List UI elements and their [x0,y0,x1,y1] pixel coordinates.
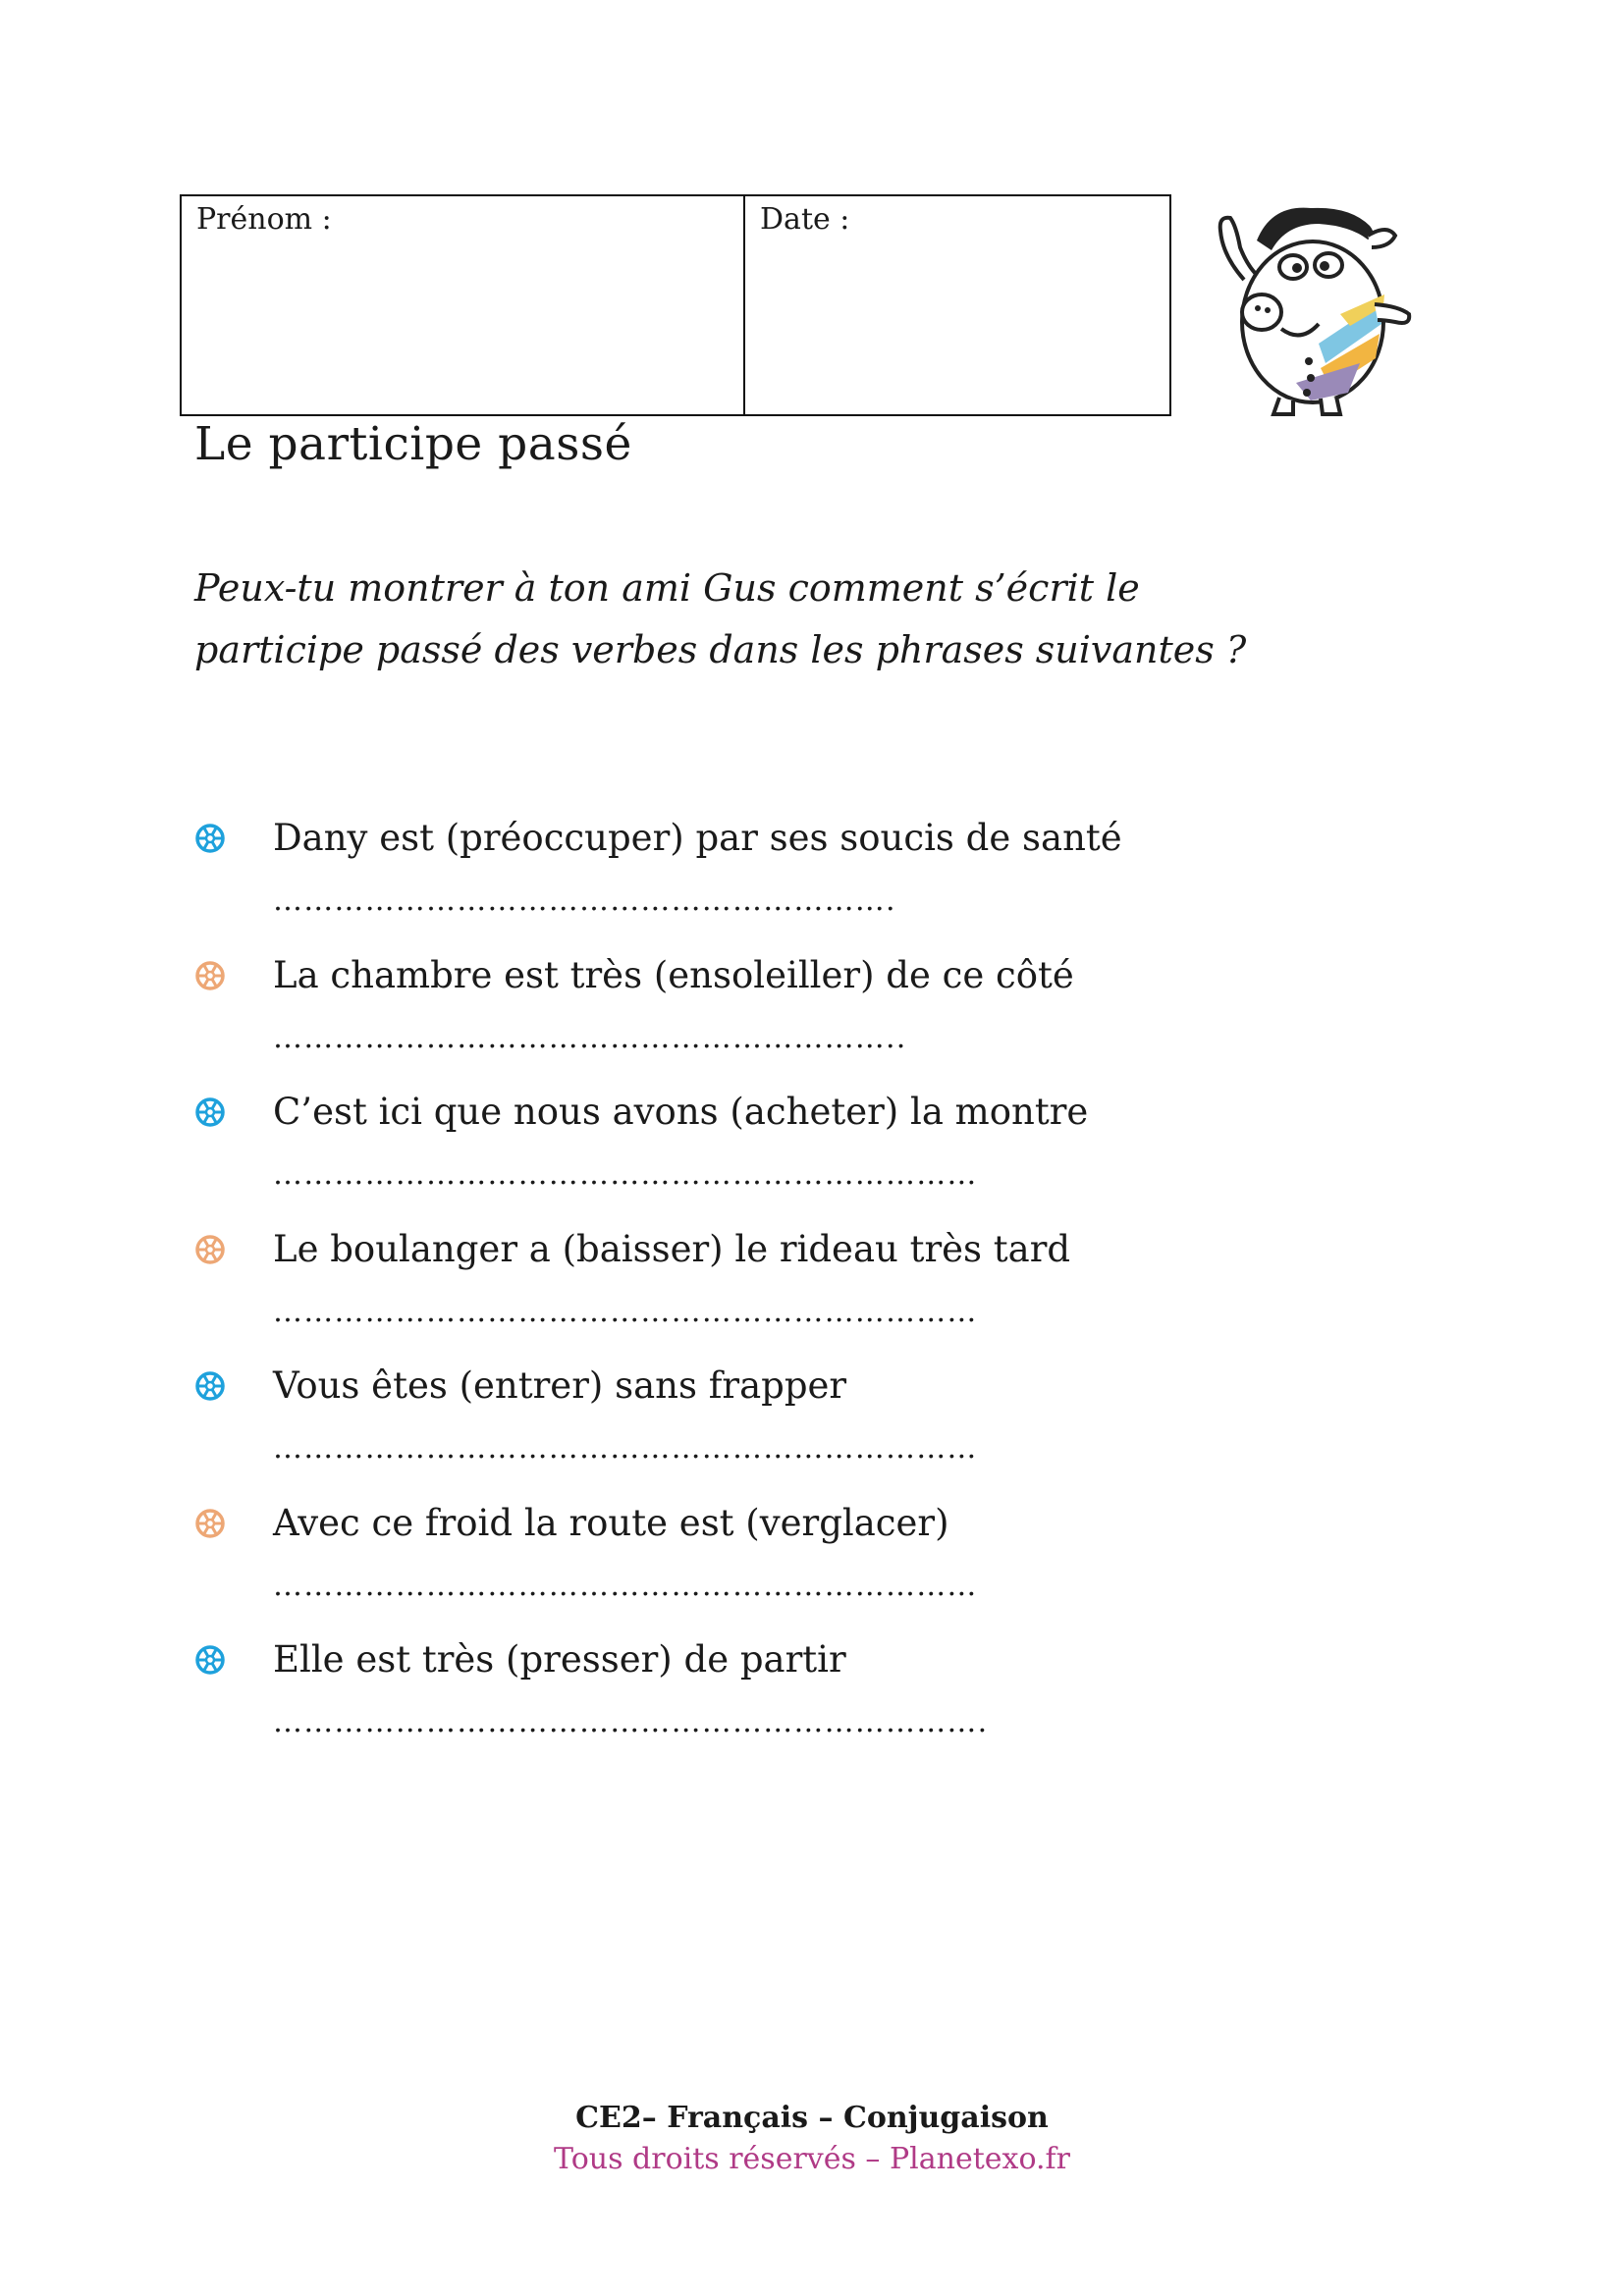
flower-bullet-icon [194,1234,226,1265]
answer-line[interactable]: …………………………………………………………… [273,1568,978,1603]
flower-bullet-icon [194,960,226,991]
exercise-sentence: Elle est très (presser) de partir [273,1638,846,1681]
prenom-cell[interactable] [182,196,745,414]
exercise-sentence: Dany est (préoccuper) par ses soucis de santé [273,817,1122,859]
instruction-line-1: Peux-tu montrer à ton ami Gus comment s’écrit le [194,566,1140,610]
exercise-sentence: Le boulanger a (baisser) le rideau très tard [273,1227,1071,1270]
answer-line[interactable]: …………………………………………………….. [273,1020,907,1055]
flower-bullet-icon [194,1096,226,1128]
date-cell[interactable] [745,196,1169,414]
footer-copyright: Tous droits réservés – Planetexo.fr [554,2142,1070,2176]
answer-line[interactable]: ……………………………………………………………. [273,1705,989,1739]
name-date-box [180,194,1171,416]
exercise-sentence: C’est ici que nous avons (acheter) la montre [273,1091,1089,1133]
page-title: Le participe passé [194,417,632,471]
exercise-item [194,942,1373,1080]
flower-bullet-icon [194,1644,226,1676]
exercise-item [194,1627,1373,1764]
answer-line[interactable]: …………………………………………………………… [273,1294,978,1329]
exercise-sentence: Vous êtes (entrer) sans frapper [273,1364,847,1407]
footer-subject: CE2– Français – Conjugaison [575,2101,1049,2135]
prenom-label: Prénom : [196,202,332,237]
exercise-list [194,805,1373,1764]
date-label: Date : [760,202,850,237]
answer-line[interactable]: …………………………………………………………… [273,1431,978,1466]
exercise-item [194,1216,1373,1354]
flower-bullet-icon [194,823,226,854]
flower-bullet-icon [194,1508,226,1539]
exercise-item [194,805,1373,942]
answer-line[interactable]: ……………………………………………………. [273,883,896,918]
exercise-item [194,1490,1373,1628]
instruction-line-2: participe passé des verbes dans les phrases suivantes ? [194,628,1247,671]
exercise-sentence: Avec ce froid la route est (verglacer) [273,1501,949,1544]
exercise-item [194,1079,1373,1216]
answer-line[interactable]: …………………………………………………………… [273,1157,978,1192]
instruction-text [194,558,1373,681]
flower-bullet-icon [194,1370,226,1402]
gus-mascot-icon [1203,196,1419,417]
exercise-sentence: La chambre est très (ensoleiller) de ce côté [273,953,1074,996]
exercise-item [194,1353,1373,1490]
